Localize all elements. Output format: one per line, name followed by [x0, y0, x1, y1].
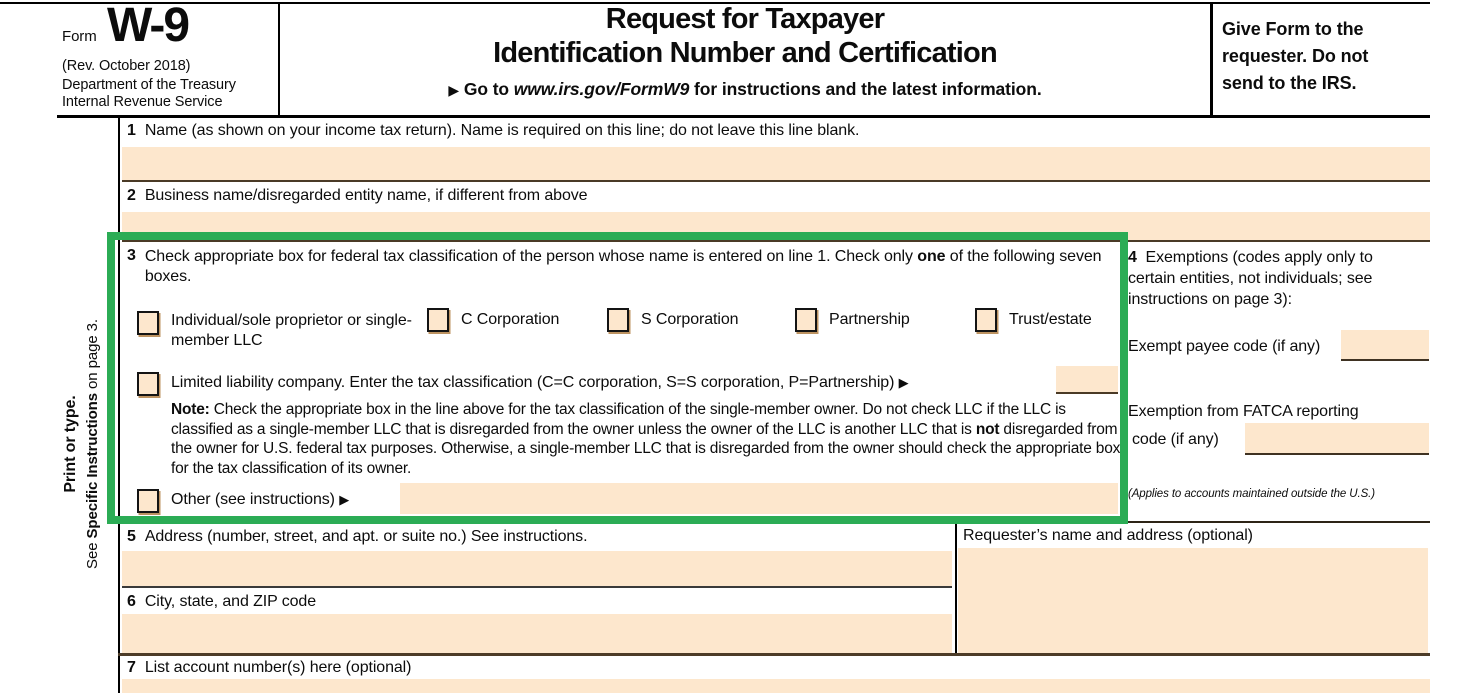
line3-text-bold: one: [917, 248, 946, 265]
line4-label: [1128, 247, 1420, 310]
fatca-code-field[interactable]: [1245, 423, 1429, 455]
header-divider-right: [1210, 2, 1213, 116]
city-state-zip-field[interactable]: [122, 614, 952, 653]
other-label-text: Other (see instructions): [171, 491, 340, 508]
arrow-icon: ▶: [448, 82, 460, 98]
give-form-line3: send to the IRS.: [1222, 73, 1357, 93]
form-title-line2: Identification Number and Certification: [493, 37, 997, 69]
see-instructions-label: [82, 244, 104, 644]
section3-4-divider: [1120, 242, 1122, 524]
line7-text: List account number(s) here (optional): [144, 659, 412, 676]
see-bold: Specific Instructions: [84, 393, 101, 539]
checkbox-s-corporation-label: S Corporation: [641, 311, 739, 328]
other-arrow-icon: ▶: [339, 492, 350, 507]
section3-bottom-border: [118, 521, 1430, 523]
checkbox-individual[interactable]: [137, 311, 159, 335]
give-form-line2: requester. Do not: [1222, 46, 1369, 66]
body-left-border: [118, 117, 120, 693]
department-line: Department of the Treasury: [62, 77, 236, 93]
print-or-type-sidebar: [60, 244, 108, 644]
form-revision: (Rev. October 2018): [62, 58, 191, 74]
note-text1: Check the appropriate box in the line above for the tax classification of the single-member owner. Do not check LLC if the LLC is classified as a single-member LLC that is disregarded from the owner unless the owner of the LLC is another LLC that is: [171, 401, 1066, 438]
line3-text: [145, 247, 1110, 287]
line3-text-prefix: Check appropriate box for federal tax classification of the person whose name is entered on line 1. Check only: [144, 248, 918, 265]
line5-label: [127, 528, 587, 546]
line3-text-suffix: of the following seven boxes.: [144, 248, 1102, 285]
other-description-field[interactable]: [400, 483, 1118, 514]
line5-text: Address (number, street, and apt. or suite no.) See instructions.: [144, 528, 588, 545]
form-number: W-9: [107, 0, 189, 52]
llc-label-text: Limited liability company. Enter the tax classification (C=C corporation, S=S corporation, P=Partnership): [171, 374, 899, 391]
line3-note: [171, 400, 1123, 478]
llc-classification-field[interactable]: [1056, 366, 1118, 394]
checkbox-llc[interactable]: [137, 372, 159, 396]
agency-line: Internal Revenue Service: [62, 94, 223, 110]
row6-bottom-border: [118, 653, 1430, 656]
checkbox-trust-estate[interactable]: [975, 308, 997, 332]
line2-number: 2: [127, 187, 136, 204]
line3-label: [127, 247, 1110, 287]
line1-number: 1: [127, 122, 136, 139]
line7-label: [127, 659, 411, 677]
fatca-note: (Applies to accounts maintained outside the U.S.): [1128, 488, 1375, 500]
line6-label: [127, 593, 316, 611]
checkbox-individual-label: Individual/sole proprietor or single-member LLC: [171, 312, 412, 349]
form-word: Form: [62, 28, 97, 45]
see-prefix: See: [84, 538, 101, 569]
fatca-label-line1: Exemption from FATCA reporting: [1128, 403, 1359, 420]
goto-suffix: for instructions and the latest information.: [689, 79, 1042, 99]
form-title: [280, 2, 1210, 100]
checkbox-partnership[interactable]: [795, 308, 817, 332]
see-suffix: on page 3.: [84, 319, 101, 394]
checkbox-other-label: [171, 491, 349, 509]
checkbox-partnership-label: Partnership: [829, 311, 910, 328]
business-name-field[interactable]: [122, 212, 1430, 242]
checkbox-llc-label: [171, 374, 909, 392]
checkbox-trust-estate-label: Trust/estate: [1009, 311, 1092, 328]
line2-label: [127, 187, 587, 205]
requester-name-address-field[interactable]: [958, 548, 1428, 653]
checkbox-c-corporation-label: C Corporation: [461, 311, 560, 328]
header-bottom-border: [57, 115, 1430, 118]
checkbox-other[interactable]: [137, 489, 159, 513]
name-field[interactable]: [122, 147, 1430, 182]
line4-text: Exemptions (codes apply only to certain entities, not individuals; see instructions on page 3):: [1128, 249, 1373, 308]
line6-text: City, state, and ZIP code: [144, 593, 317, 610]
address-requester-divider: [955, 523, 957, 654]
account-numbers-field[interactable]: [122, 679, 1430, 693]
line2-text: Business name/disregarded entity name, if different from above: [144, 187, 588, 204]
line6-number: 6: [127, 593, 136, 610]
goto-instructions-line: [280, 79, 1210, 100]
line1-label: [127, 122, 859, 140]
llc-arrow-icon: ▶: [898, 375, 909, 390]
checkbox-s-corporation[interactable]: [607, 308, 629, 332]
goto-prefix: Go to: [463, 79, 514, 99]
note-bold: Note:: [171, 401, 210, 418]
requester-label: Requester’s name and address (optional): [963, 527, 1253, 544]
note-text2: disregarded from the owner for U.S. federal tax purposes. Otherwise, a single-member LLC that is disregarded from the owner should check the appropriate box for the tax classification of its owner.: [171, 420, 1121, 477]
note-bold2: not: [975, 420, 1000, 438]
goto-url: www.irs.gov/FormW9: [513, 79, 690, 99]
exempt-payee-code-field[interactable]: [1341, 330, 1429, 361]
line1-text: Name (as shown on your income tax return). Name is required on this line; do not leave this line blank.: [144, 122, 860, 139]
fatca-label-line2: code (if any): [1132, 431, 1219, 448]
line4-number: 4: [1128, 249, 1137, 266]
line7-number: 7: [127, 659, 136, 676]
print-or-type-label: Print or type.: [62, 395, 79, 493]
exempt-payee-label: Exempt payee code (if any): [1128, 338, 1321, 355]
form-title-line1: Request for Taxpayer: [605, 3, 885, 35]
line3-number: 3: [127, 247, 136, 264]
give-form-line1: Give Form to the: [1222, 19, 1364, 39]
line5-number: 5: [127, 528, 136, 545]
give-form-notice: [1222, 16, 1422, 97]
address-field[interactable]: [122, 551, 952, 588]
checkbox-c-corporation[interactable]: [427, 308, 449, 332]
